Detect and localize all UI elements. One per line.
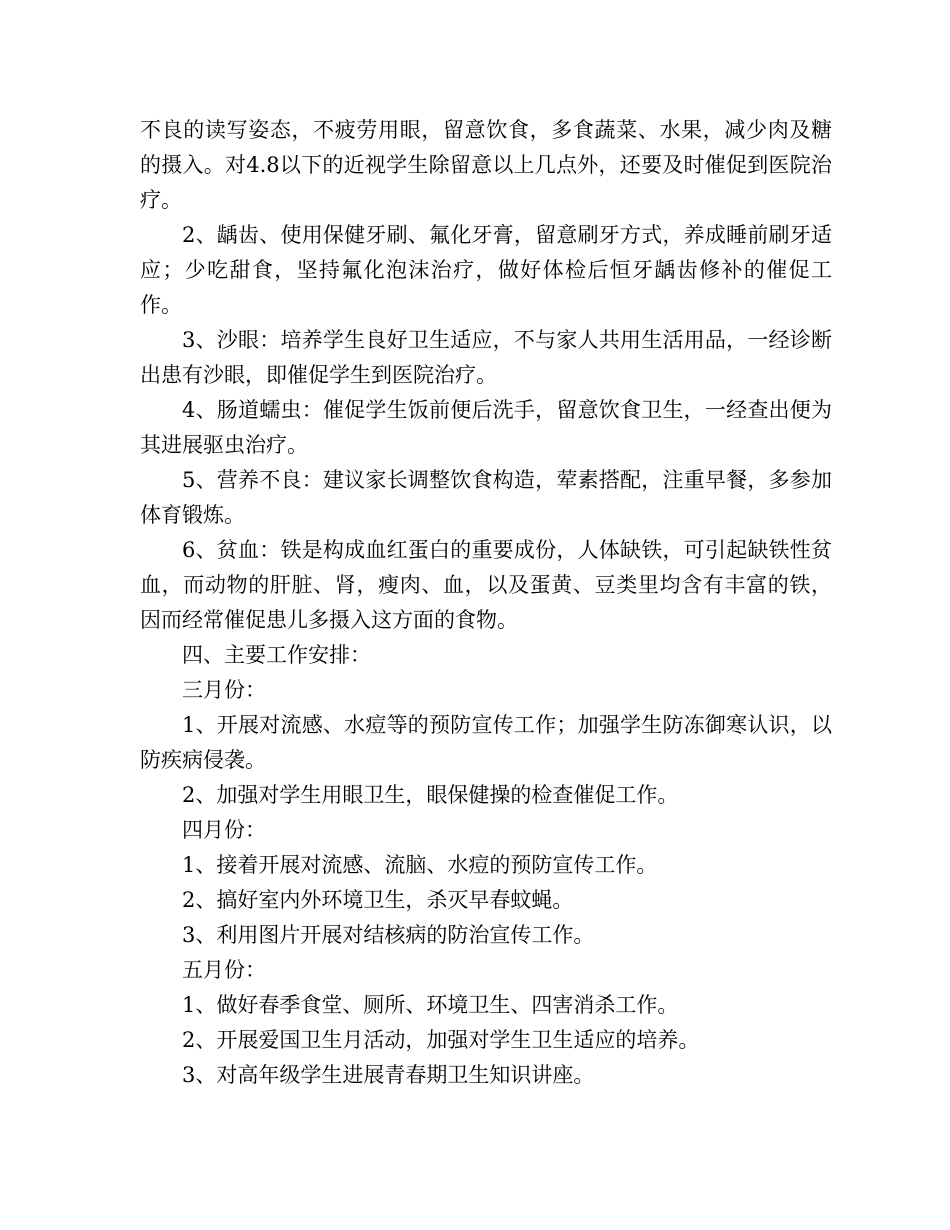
list-item-may-1: 1、做好春季食堂、厕所、环境卫生、四害消杀工作。 <box>182 993 679 1017</box>
section-heading-work-plan: 四、主要工作安排： <box>182 643 371 667</box>
paragraph-myopia-continuation: 不良的读写姿态，不疲劳用眼，留意饮食，多食蔬菜、水果，减少肉及糖的摄入。对4.8以下的近视学生除留意以上几点外，还要及时催促到医院治疗。 <box>140 118 832 212</box>
paragraph-malnutrition: 5、营养不良：建议家长调整饮食构造，荤素搭配，注重早餐，多参加体育锻炼。 <box>140 468 832 527</box>
paragraph-anemia: 6、贫血：铁是构成血红蛋白的重要成份，人体缺铁，可引起缺铁性贫血，而动物的肝脏、肾，瘦肉、血，以及蛋黄、豆类里均含有丰富的铁，因而经常催促患儿多摄入这方面的食物。 <box>140 538 832 632</box>
paragraph-dental-caries: 2、龋齿、使用保健牙刷、氟化牙膏，留意刷牙方式，养成睡前刷牙适应；少吃甜食，坚持氟化泡沫治疗，做好体检后恒牙龋齿修补的催促工作。 <box>140 223 832 317</box>
list-item-may-2: 2、开展爱国卫生月活动，加强对学生卫生适应的培养。 <box>182 1028 700 1052</box>
month-heading-march: 三月份： <box>182 678 266 702</box>
list-item-march-1: 1、开展对流感、水痘等的预防宣传工作；加强学生防冻御寒认识，以防疾病侵袭。 <box>140 713 832 772</box>
list-item-may-3: 3、对高年级学生进展青春期卫生知识讲座。 <box>182 1063 595 1087</box>
paragraph-intestinal-worms: 4、肠道蠕虫：催促学生饭前便后洗手，留意饮食卫生，一经查出便为其进展驱虫治疗。 <box>140 398 832 457</box>
list-item-april-3: 3、利用图片开展对结核病的防治宣传工作。 <box>182 923 595 947</box>
list-item-april-2: 2、搞好室内外环境卫生，杀灭早春蚊蝇。 <box>182 888 574 912</box>
list-item-april-1: 1、接着开展对流感、流脑、水痘的预防宣传工作。 <box>182 853 658 877</box>
paragraph-trachoma: 3、沙眼：培养学生良好卫生适应，不与家人共用生活用品，一经诊断出患有沙眼，即催促学生到医院治疗。 <box>140 328 832 387</box>
month-heading-april: 四月份： <box>182 818 266 842</box>
document-body <box>140 113 832 1093</box>
month-heading-may: 五月份： <box>182 958 266 982</box>
list-item-march-2: 2、加强对学生用眼卫生，眼保健操的检查催促工作。 <box>182 783 679 807</box>
